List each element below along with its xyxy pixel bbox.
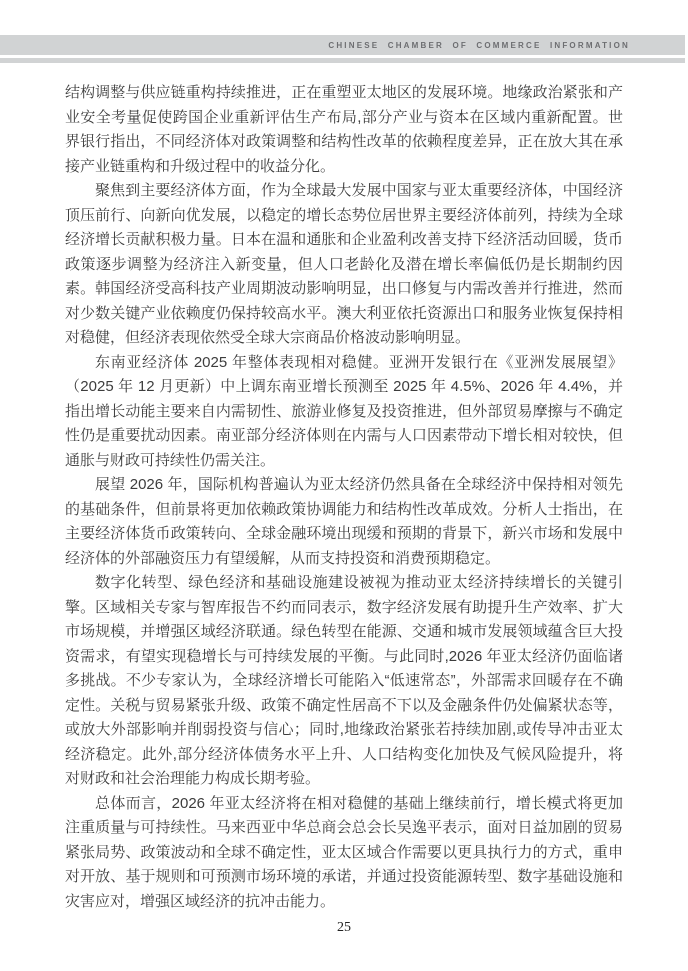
header-banner	[0, 35, 685, 55]
paragraph-structural-adjustment: 结构调整与供应链重构持续推进，正在重塑亚太地区的发展环境。地缘政治紧张和产业安全考量促使跨国企业重新评估生产布局,部分产业与资本在区域内重新配置。世界银行指出，不同经济体对政策调整和结构性改革的依赖程度差异，正在放大其在承接产业链重构和升级过程中的收益分化。	[65, 84, 623, 175]
paragraph-southeast-asia: 东南亚经济体 2025 年整体表现相对稳健。亚洲开发银行在《亚洲发展展望》（2025 年 12 月更新）中上调东南亚增长预测至 2025 年 4.5%、2026 年 4.4%，并指出增长动能主要来自内需韧性、旅游业修复及投资推进，但外部贸易摩擦与不确定性仍是重要扰动因素。南亚部分经济体则在内需与人口因素带动下增长相对较快，但通胀与财政可持续性仍需关注。	[65, 353, 623, 469]
header-rule	[0, 58, 685, 63]
paragraph-growth-engines-risks: 数字化转型、绿色经济和基础设施建设被视为推动亚太经济持续增长的关键引擎。区域相关专家与智库报告不约而同表示，数字经济发展有助提升生产效率、扩大市场规模，并增强区域经济联通。绿色转型在能源、交通和城市发展领域蕴含巨大投资需求，有望实现稳增长与可持续发展的平衡。与此同时,2026 年亚太经济仍面临诸多挑战。不少专家认为，全球经济增长可能陷入“低速常态”，外部需求回暖存在不确定性。关税与贸易紧张升级、政策不确定性居高不下以及金融条件仍处偏紧状态等，或放大外部影响并削弱投资与信心；同时,地缘政治紧张若持续加剧,或传导冲击亚太经济稳定。此外,部分经济体债务水平上升、人口结构变化加快及气候风险提升，将对财政和社会治理能力构成长期考验。	[65, 574, 623, 787]
paragraph-conclusion: 总体而言，2026 年亚太经济将在相对稳健的基础上继续前行，增长模式将更加注重质量与可持续性。马来西亚中华总商会总会长吴逸平表示，面对日益加剧的贸易紧张局势、政策波动和全球不确定性，亚太区域合作需要以更具执行力的方式，重申对开放、基于规则和可预测市场环境的承诺，并通过投资能源转型、数字基础设施和灾害应对，增强区域经济的抗冲击能力。	[65, 794, 623, 910]
page-number: 25	[337, 920, 351, 935]
paragraph-major-economies: 聚焦到主要经济体方面，作为全球最大发展中国家与亚太重要经济体，中国经济顶压前行、向新向优发展，以稳定的增长态势位居世界主要经济体前列，持续为全球经济增长贡献积极力量。日本在温和通胀和企业盈利改善支持下经济活动回暖，货币政策逐步调整为经济注入新变量，但人口老龄化及潜在增长率偏低仍是长期制约因素。韩国经济受高科技产业周期波动影响明显，出口修复与内需改善并行推进，然而对少数关键产业依赖度仍保持较高水平。澳大利亚依托资源出口和服务业恢复保持相对稳健，但经济表现依然受全球大宗商品价格波动影响明显。	[65, 182, 623, 346]
header-banner-title: CHINESE CHAMBER OF COMMERCE INFORMATION	[328, 40, 630, 50]
article-body	[65, 81, 623, 914]
paragraph-outlook-2026: 展望 2026 年，国际机构普遍认为亚太经济仍然具备在全球经济中保持相对领先的基础条件，但前景将更加依赖政策协调能力和结构性改革成效。分析人士指出，在主要经济体货币政策转向、全球金融环境出现缓和预期的背景下，新兴市场和发展中经济体的外部融资压力有望缓解，从而支持投资和消费预期稳定。	[65, 476, 623, 567]
